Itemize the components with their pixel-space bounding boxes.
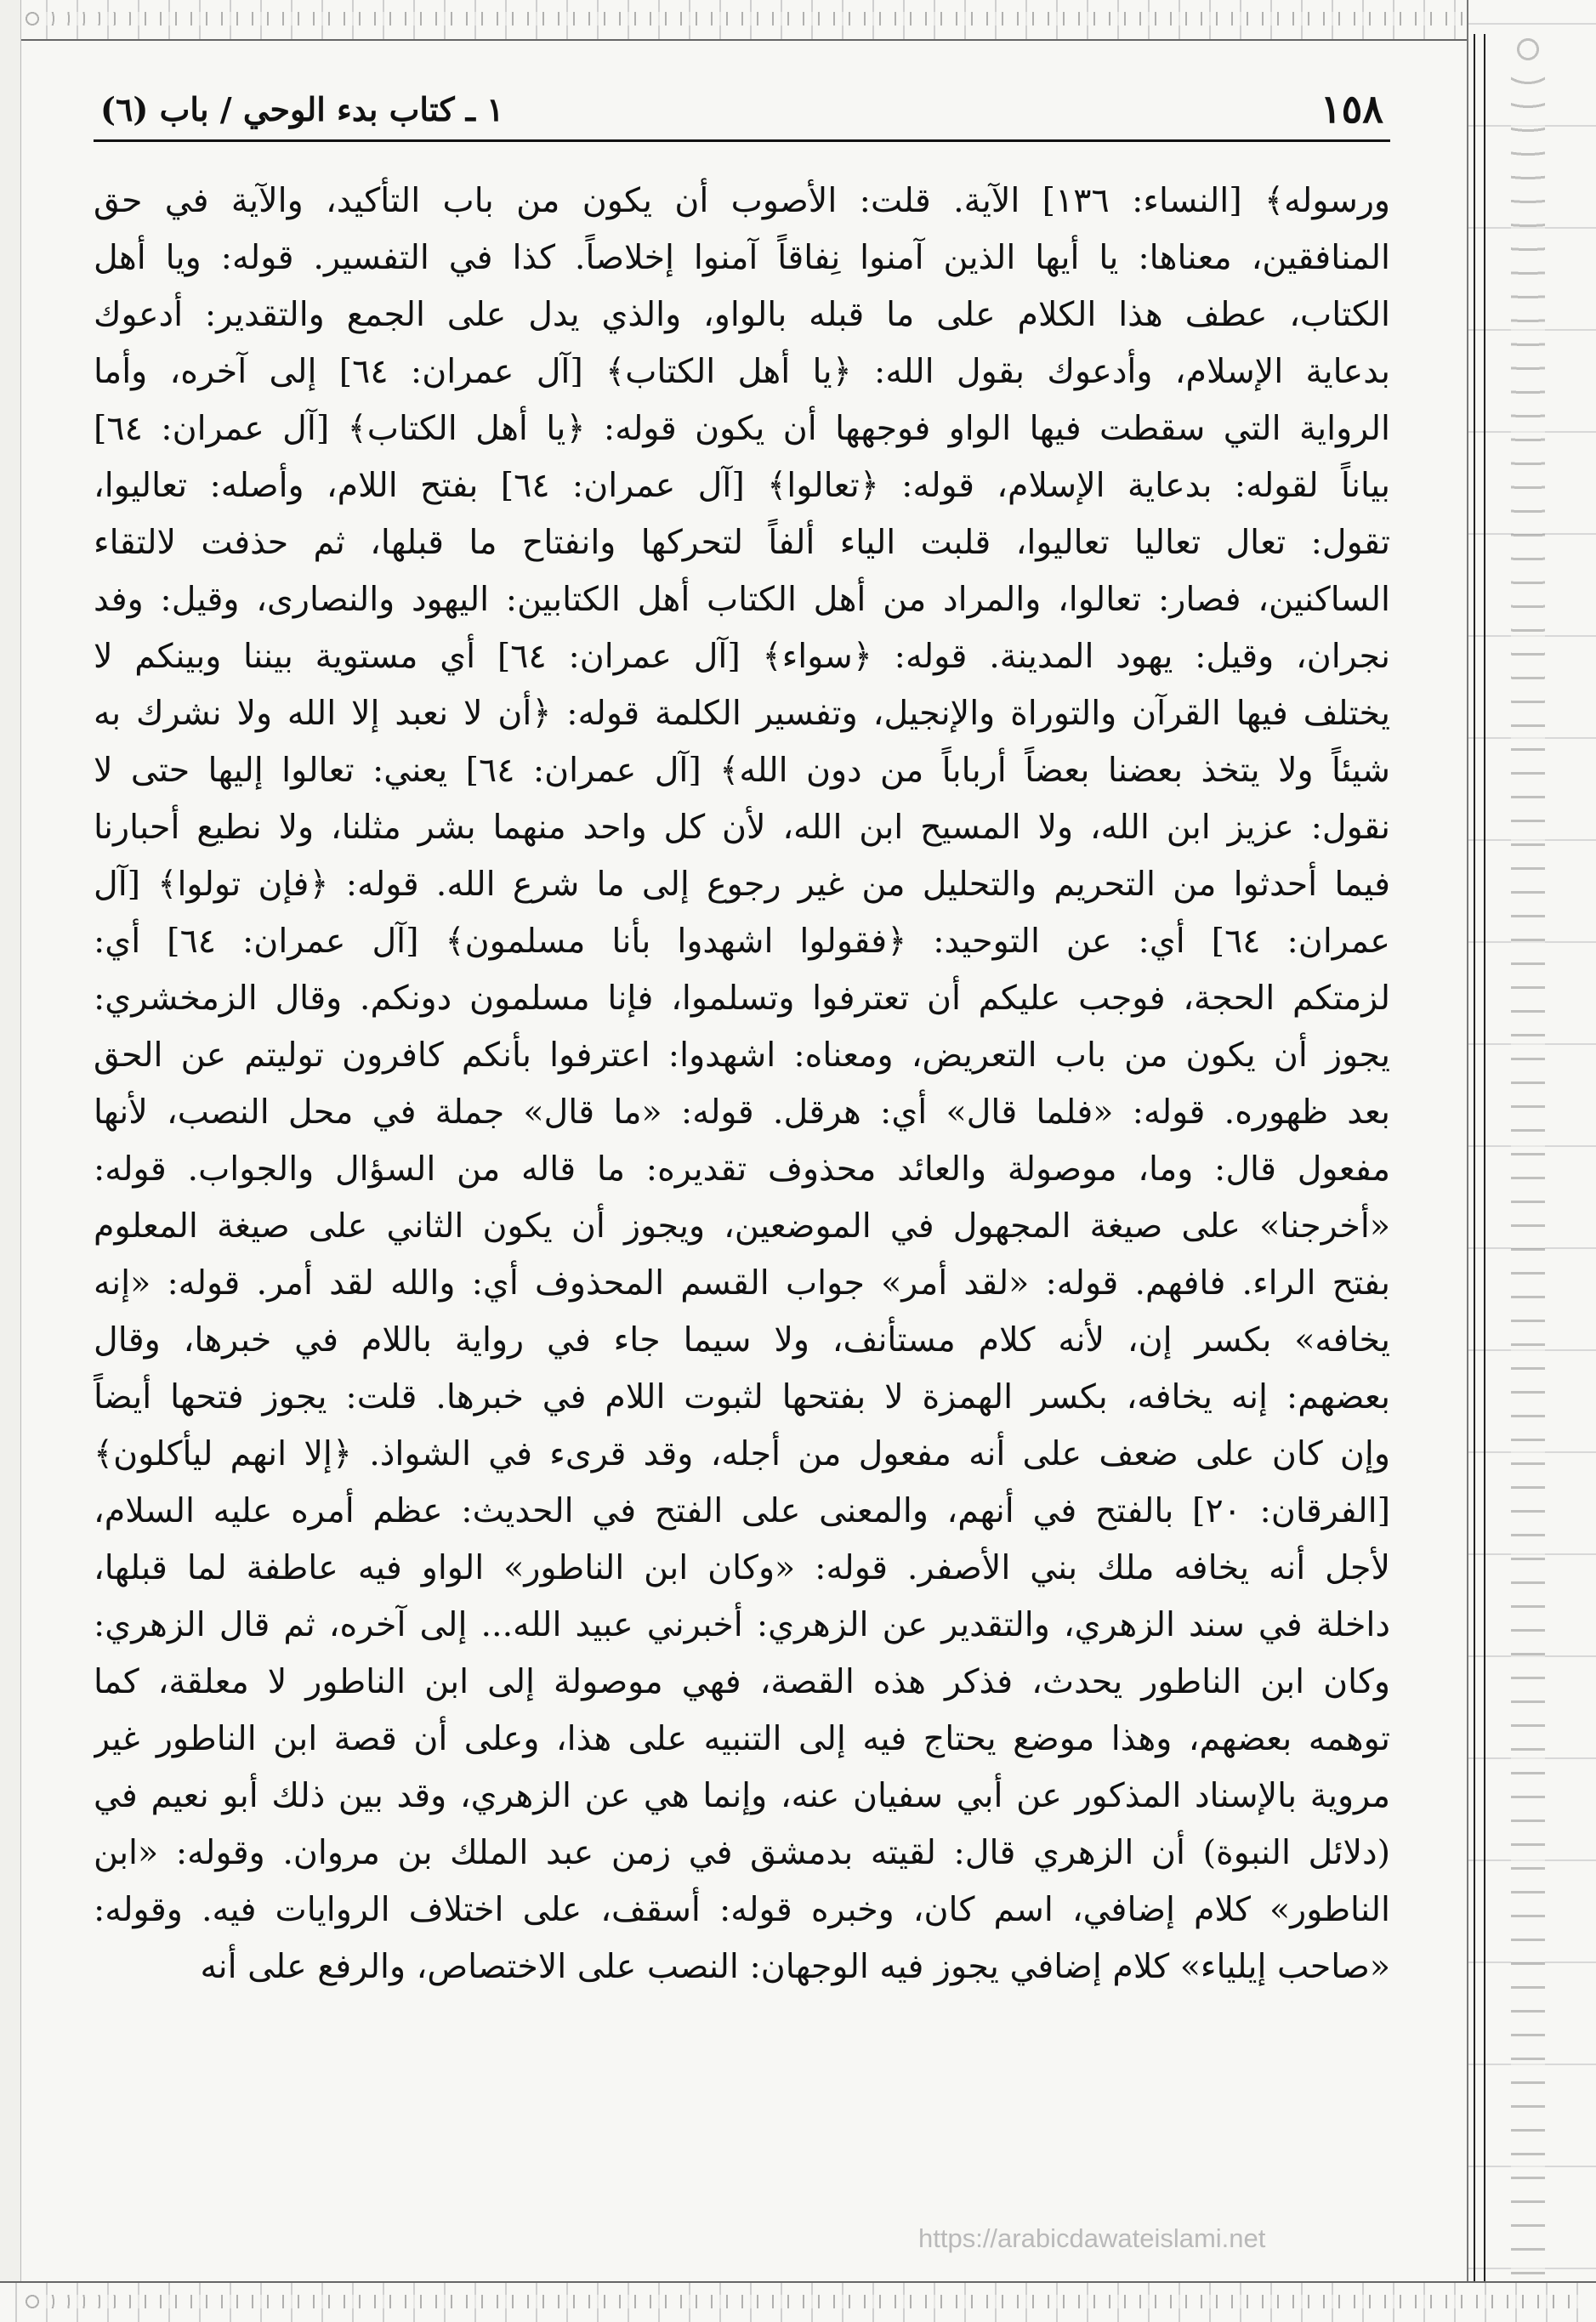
text-line: مروية بالإسناد المذكور عن أبي سفيان عنه، وإنما هي عن الزهري، وقد بين ذلك أبو نعيم في: [94, 1776, 1390, 1815]
text-line: الساكنين، فصار: تعالوا، والمراد من أهل الكتاب أهل الكتابين: اليهود والنصارى، وقيل: وفد: [94, 580, 1390, 619]
text-line: الرواية التي سقطت فيها الواو فوجهها أن يكون قوله: ﴿يا أهل الكتاب﴾ [آل عمران: ٦٤]: [94, 409, 1390, 448]
frame-rule-outer: [1474, 34, 1475, 2287]
text-line: تقول: تعال تعاليا تعاليوا، قلبت الياء ألفاً لتحركها وانفتاح ما قبلها، ثم حذفت لالتقاء: [94, 523, 1390, 562]
text-line: «أخرجنا» على صيغة المجهول في الموضعين، ويجوز أن يكون الثاني على صيغة المعلوم: [94, 1206, 1390, 1246]
text-line: نجران، وقيل: يهود المدينة. قوله: ﴿سواء﴾ [آل عمران: ٦٤] أي مستوية بيننا وبينكم لا: [94, 637, 1390, 676]
frame-rule-inner: [1484, 34, 1485, 2287]
text-line: يخافه» بكسر إن، لأنه كلام مستأنف، ولا سيما جاء في رواية باللام في خبرها، وقال: [94, 1320, 1390, 1360]
text-line: يختلف فيها القرآن والتوراة والإنجيل، وتفسير الكلمة قوله: ﴿أن لا نعبد إلا الله ولا نشرك به: [94, 694, 1390, 733]
text-line: ورسوله﴾ [النساء: ١٣٦] الآية. قلت: الأصوب أن يكون من باب التأكيد، والآية في حق: [94, 181, 1390, 220]
watermark: https://arabicdawateislami.net: [918, 2223, 1266, 2253]
text-line: لأجل أنه يخافه ملك بني الأصفر. قوله: «وكان ابن الناطور» الواو فيه عاطفة لما قبلها،: [94, 1548, 1390, 1587]
text-line: توهمه بعضهم، وهذا موضع يحتاج فيه إلى التنبيه على هذا، وعلى أن قصة ابن الناطور غير: [94, 1719, 1390, 1758]
text-line: بفتح الراء. فافهم. قوله: «لقد أمر» جواب القسم المحذوف أي: والله لقد أمر. قوله: «إنه: [94, 1263, 1390, 1303]
text-line: لزمتكم الحجة، فوجب عليكم أن تعترفوا وتسلموا، فإنا مسلمون دونكم. وقال الزمخشري:: [94, 979, 1390, 1018]
text-line: المنافقين، معناها: يا أيها الذين آمنوا نِفاقاً آمنوا إخلاصاً. كذا في التفسير. قوله: ويا أهل: [94, 238, 1390, 277]
text-line: عمران: ٦٤] أي: عن التوحيد: ﴿فقولوا اشهدوا بأنا مسلمون﴾ [آل عمران: ٦٤] أي:: [94, 922, 1390, 961]
text-line: مفعول قال: وما، موصولة والعائد محذوف تقديره: ما قاله من السؤال والجواب. قوله:: [94, 1150, 1390, 1189]
text-line: الكتاب، عطف هذا الكلام على ما قبله بالواو، والذي يدل على الجمع والتقدير: أدعوك: [94, 295, 1390, 334]
text-line: يجوز أن يكون من باب التعريض، ومعناه: اشهدوا: اعترفوا بأنكم كافرون توليتم عن الحق: [94, 1036, 1390, 1075]
decorative-bottom-border: [0, 2281, 1596, 2322]
text-line: وكان ابن الناطور يحدث، فذكر هذه القصة، فهي موصولة إلى ابن الناطور لا معلقة، كما: [94, 1662, 1390, 1701]
page-header: [94, 78, 1390, 142]
left-margin: [0, 0, 21, 2320]
text-line: (دلائل النبوة) أن الزهري قال: لقيته بدمشق في زمن عبد الملك بن مروان. وقوله: «ابن: [94, 1833, 1390, 1872]
page: [94, 78, 1390, 2272]
text-line: بعضهم: إنه يخافه، بكسر الهمزة لا بفتحها لثبوت اللام في خبرها. قلت: يجوز فتحها أيضاً: [94, 1377, 1390, 1416]
text-line: بياناً لقوله: بدعاية الإسلام، قوله: ﴿تعالوا﴾ [آل عمران: ٦٤] بفتح اللام، وأصله: تعاليوا،: [94, 466, 1390, 505]
text-line: «صاحب إيلياء» كلام إضافي يجوز فيه الوجهان: النصب على الاختصاص، والرفع على أنه: [200, 1947, 1390, 1986]
text-line: فيما أحدثوا من التحريم والتحليل من غير رجوع إلى ما شرع الله. قوله: ﴿فإن تولوا﴾ [آل: [94, 865, 1390, 904]
text-line: نقول: عزيز ابن الله، ولا المسيح ابن الله، لأن كل واحد منهما بشر مثلنا، ولا نطيع أحبارنا: [94, 808, 1390, 847]
body-text: [94, 173, 1390, 1996]
text-line: بدعاية الإسلام، وأدعوك بقول الله: ﴿يا أهل الكتاب﴾ [آل عمران: ٦٤] إلى آخره، وأما: [94, 352, 1390, 391]
decorative-top-border: [0, 0, 1596, 41]
running-title: ١ ـ كتاب بدء الوحي / باب (٦): [100, 89, 504, 128]
text-line: شيئاً ولا يتخذ بعضنا بعضاً أرباباً من دون الله﴾ [آل عمران: ٦٤] يعني: تعالوا إليها حتى لا: [94, 751, 1390, 790]
text-line: داخلة في سند الزهري، والتقدير عن الزهري: أخبرني عبيد الله... إلى آخره، ثم قال الزهري:: [94, 1605, 1390, 1644]
text-line: بعد ظهوره. قوله: «فلما قال» أي: هرقل. قوله: «ما قال» جملة في محل النصب، لأنها: [94, 1093, 1390, 1132]
text-line: وإن كان على ضعف على أنه مفعول من أجله، وقد قرىء في الشواذ. ﴿إلا انهم ليأكلون﴾: [94, 1434, 1390, 1473]
text-line: الناطور» كلام إضافي، اسم كان، وخبره قوله: أسقف، على اختلاف الروايات فيه. وقوله:: [94, 1890, 1390, 1929]
decorative-right-border: [1467, 0, 1596, 2320]
page-number: ١٥٨: [1320, 86, 1383, 132]
text-line: [الفرقان: ٢٠] بالفتح في أنهم، والمعنى على الفتح في الحديث: عظم أمره عليه السلام،: [94, 1491, 1390, 1530]
